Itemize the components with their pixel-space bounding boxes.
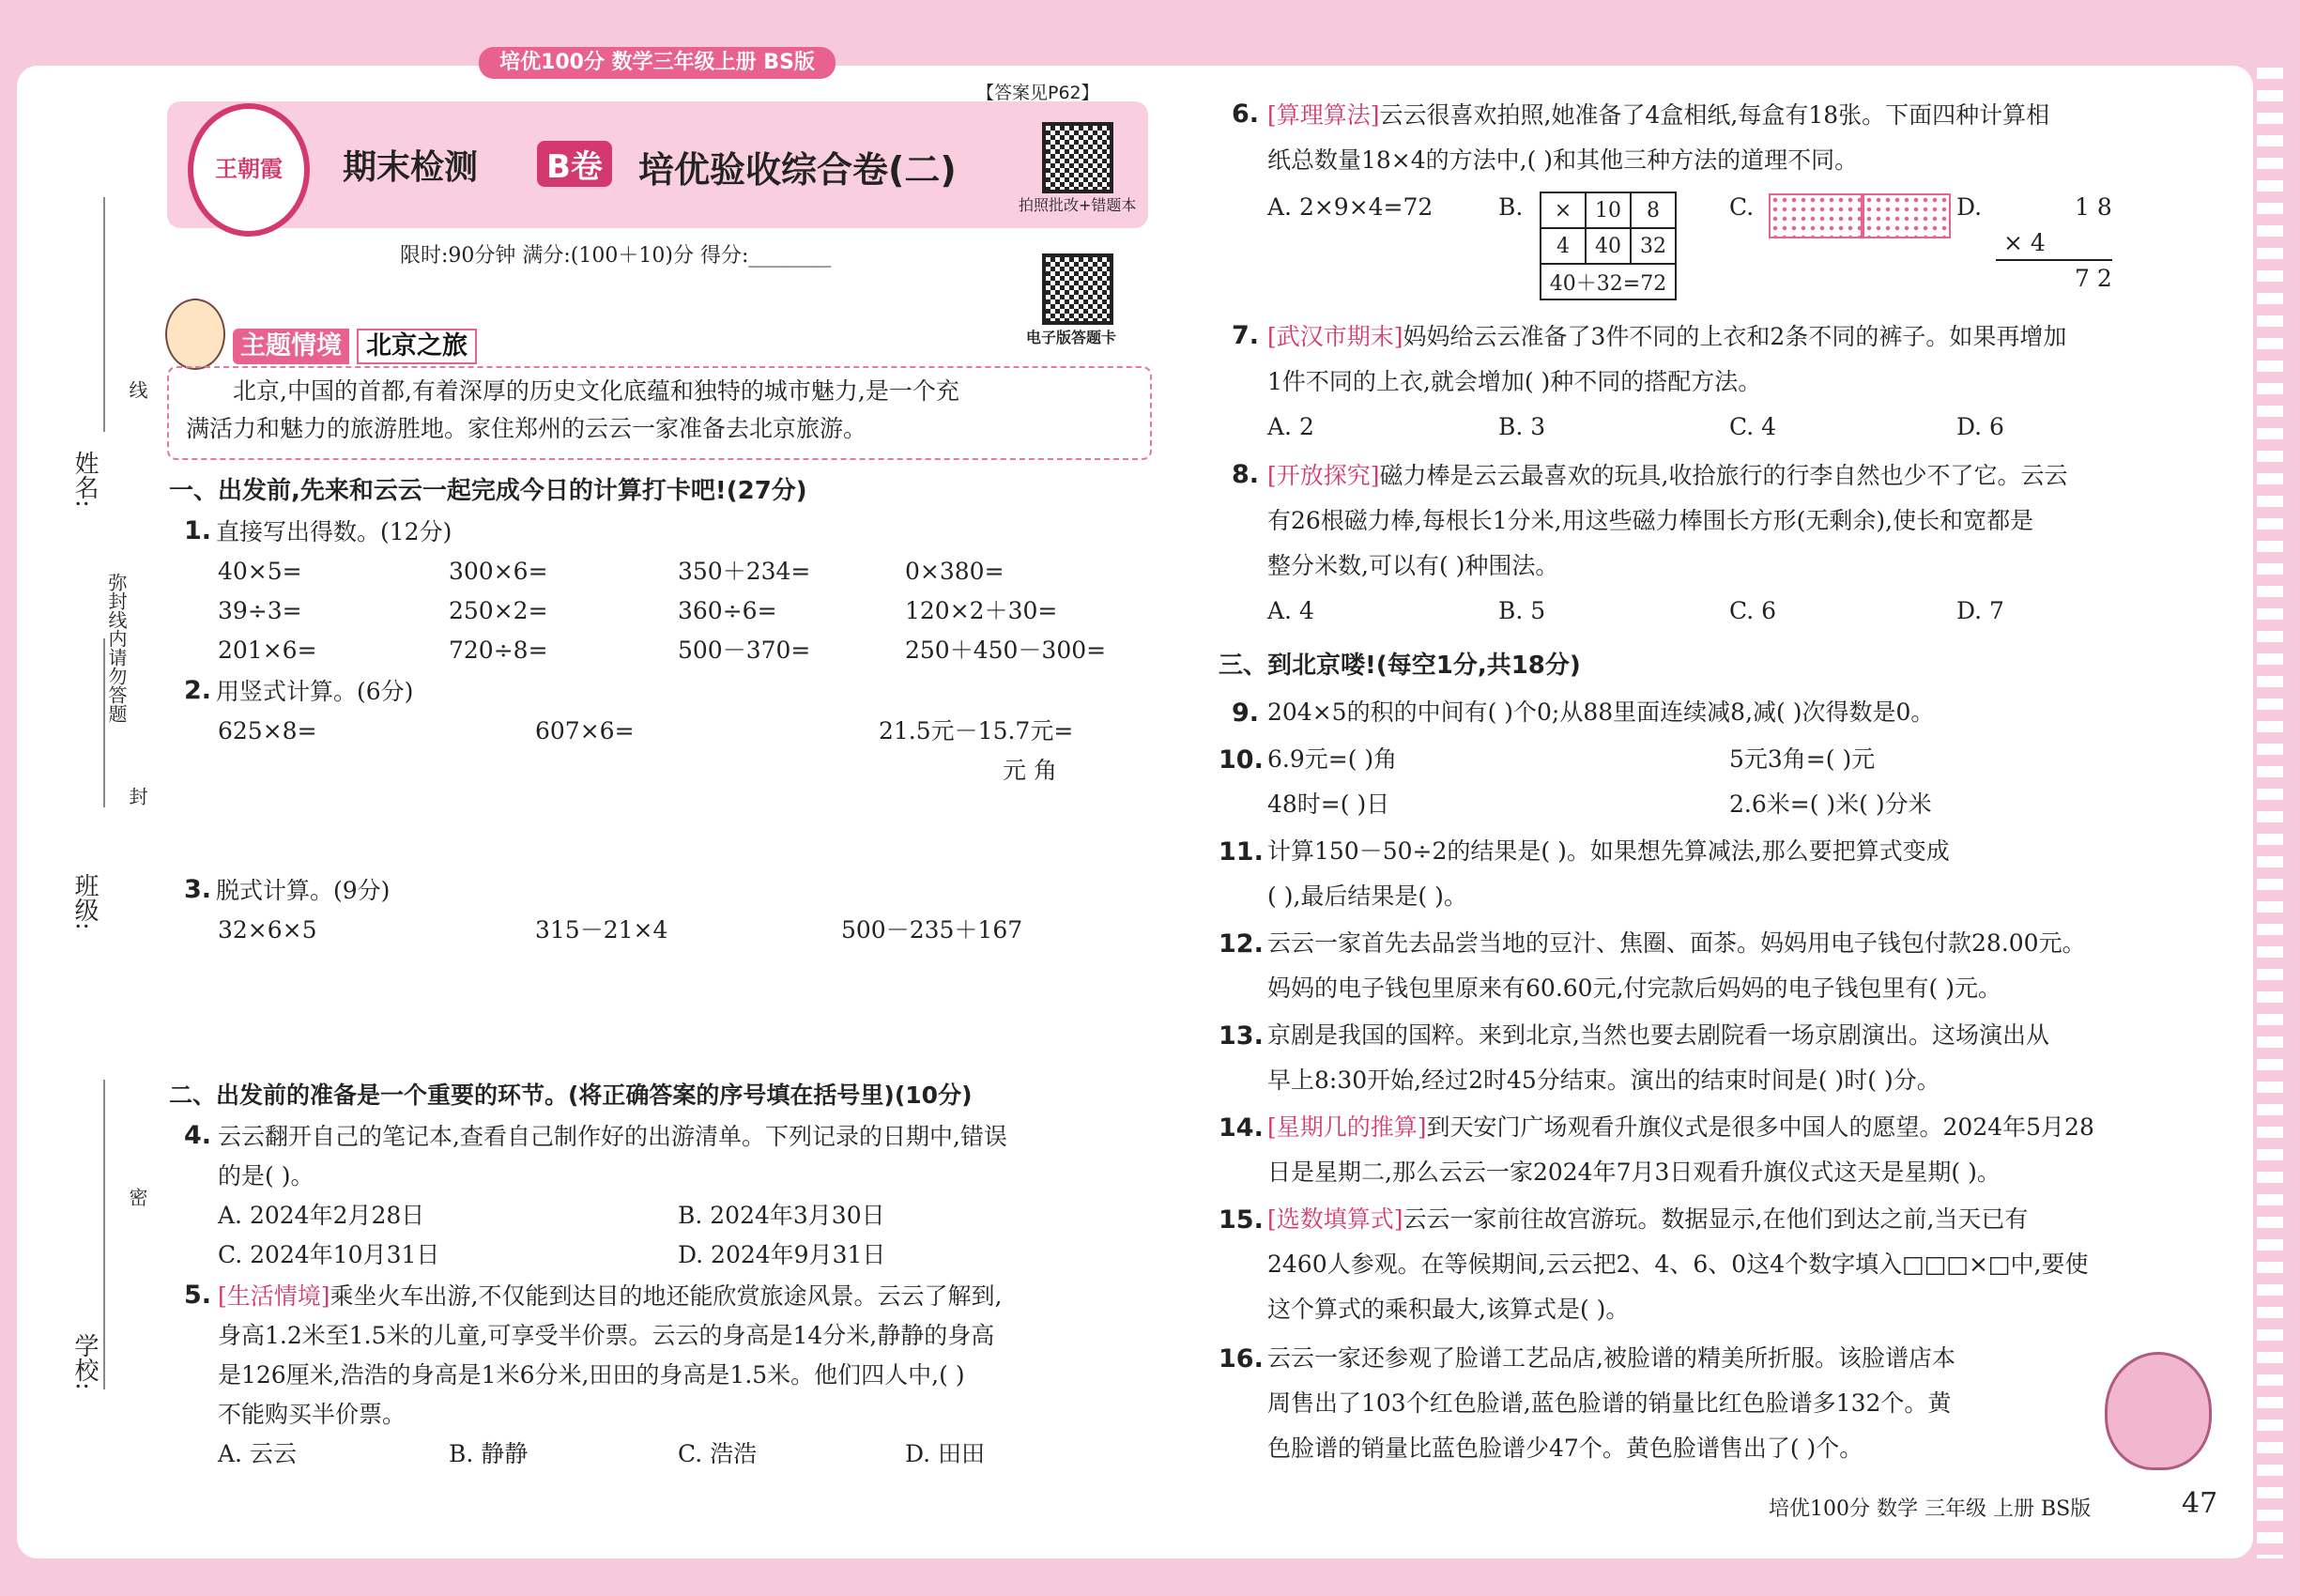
qnum-7: 7.: [1232, 321, 1260, 350]
volume-badge: B卷: [537, 141, 612, 187]
q7-option: B. 3: [1498, 413, 1546, 440]
cut-line: [103, 1080, 105, 1389]
q14-line1: 到天安门广场观看升旗仪式是很多中国人的愿望。2024年5月28: [1426, 1113, 2094, 1141]
calc-item: 500－370=: [678, 637, 811, 664]
q15-line3: 这个算式的乘积最大,该算式是( )。: [1267, 1296, 1630, 1323]
seal-feng: 封: [126, 787, 148, 806]
calc-item: 300×6=: [449, 558, 548, 585]
theme-name: 北京之旅: [357, 329, 477, 364]
vertical-calc-item: 21.5元－15.7元=: [879, 717, 1074, 744]
q8-option: B. 5: [1498, 597, 1546, 624]
q6-table: [1540, 192, 1677, 300]
qnum-5: 5.: [184, 1281, 212, 1310]
q11-line2: ( ),最后结果是( )。: [1267, 882, 1467, 910]
table-cell: 10: [1586, 192, 1631, 228]
divider-line: [1996, 259, 2112, 261]
q8-option: C. 6: [1729, 597, 1777, 624]
q5-line4: 不能购买半价票。: [218, 1401, 406, 1428]
scenario-line2: 满活力和魅力的旅游胜地。家住郑州的云云一家准备去北京旅游。: [186, 415, 867, 442]
q6-option-a: A. 2×9×4=72: [1267, 193, 1434, 221]
table-cell: 32: [1631, 228, 1676, 264]
qnum-9: 9.: [1232, 698, 1260, 728]
qnum-4: 4.: [184, 1121, 212, 1150]
qnum-3: 3.: [184, 875, 212, 904]
section3-title: 三、到北京喽!(每空1分,共18分): [1219, 652, 1581, 680]
table-cell: 8: [1631, 192, 1676, 228]
section2-title: 二、出发前的准备是一个重要的环节。(将正确答案的序号填在括号里)(10分): [169, 1082, 973, 1109]
q13-line1: 京剧是我国的国粹。来到北京,当然也要去剧院看一场京剧演出。这场演出从: [1267, 1021, 2049, 1049]
step-calc-item: 315－21×4: [535, 916, 668, 944]
q16-line3: 色脸谱的销量比蓝色脸谱少47个。黄色脸谱售出了( )个。: [1267, 1435, 1863, 1462]
q10-item: 48时=( )日: [1267, 790, 1390, 818]
q8-tag: [开放探究]: [1267, 462, 1380, 489]
q5-option: B. 静静: [449, 1440, 529, 1467]
q11-line1: 计算150－50÷2的结果是( )。如果想先算减法,那么要把算式变成: [1267, 837, 1950, 865]
brand-logo: [188, 103, 310, 237]
vertical-line: × 4: [2003, 229, 2046, 256]
q5-option: C. 浩浩: [678, 1440, 758, 1467]
child-avatar: [165, 299, 225, 370]
yuan-jiao-unit: 元 角: [1003, 757, 1057, 784]
calc-item: 250＋450－300=: [905, 637, 1107, 664]
q4-option: B. 2024年3月30日: [678, 1202, 885, 1229]
qnum-16: 16.: [1219, 1344, 1264, 1373]
qnum-6: 6.: [1232, 100, 1260, 129]
q4-option: A. 2024年2月28日: [218, 1202, 425, 1229]
q6-option-b-label: B.: [1498, 193, 1524, 221]
q7-option: C. 4: [1729, 413, 1777, 440]
q4-option: D. 2024年9月31日: [678, 1241, 886, 1268]
q6-option-d-label: D.: [1956, 193, 1983, 221]
seal-xian: 线: [126, 380, 148, 399]
qnum-15: 15.: [1219, 1205, 1264, 1235]
dot-array-icon: [1769, 193, 1863, 238]
opera-mask-icon: [2105, 1352, 2212, 1470]
qr2-label: 电子版答题卡: [1026, 329, 1117, 346]
calc-item: 40×5=: [218, 558, 302, 585]
table-cell: 40: [1586, 228, 1631, 264]
calc-item: 720÷8=: [449, 637, 548, 664]
q4-line1: 云云翻开自己的笔记本,查看自己制作好的出游清单。下列记录的日期中,错误: [218, 1123, 1007, 1150]
q15-line2: 2460人参观。在等候期间,云云把2、4、6、0这4个数字填入□□□×□中,要使: [1267, 1251, 2089, 1278]
q3-text: 脱式计算。(9分): [216, 877, 391, 904]
calc-item: 250×2=: [449, 597, 548, 624]
calc-item: 201×6=: [218, 637, 317, 664]
qnum-11: 11.: [1219, 837, 1264, 867]
book-tab: 培优100分 数学三年级上册 BS版: [479, 47, 836, 79]
q9-text: 204×5的积的中间有( )个0;从88里面连续减8,减( )次得数是0。: [1267, 698, 1935, 726]
exam-meta: 限时:90分钟 满分:(100＋10)分 得分:________: [400, 244, 832, 268]
q12-line2: 妈妈的电子钱包里原来有60.60元,付完款后妈妈的电子钱包里有( )元。: [1267, 974, 2001, 1002]
q7-line1: 妈妈给云云准备了3件不同的上衣和2条不同的裤子。如果再增加: [1403, 323, 2067, 350]
name-label: 姓名:: [70, 451, 99, 508]
q6-line1: 云云很喜欢拍照,她准备了4盒相纸,每盒有18张。下面四种计算相: [1379, 101, 2050, 129]
title-part2: 培优验收综合卷(二): [638, 149, 957, 191]
q5-option: A. 云云: [218, 1440, 297, 1467]
q8-line1: 磁力棒是云云最喜欢的玩具,收拾旅行的行李自然也少不了它。云云: [1379, 462, 2068, 489]
section1-title: 一、出发前,先来和云云一起完成今日的计算打卡吧!(27分): [169, 477, 807, 505]
scenario-line1: 北京,中国的首都,有着深厚的历史文化底蕴和独特的城市魅力,是一个充: [233, 377, 959, 405]
cut-line: [103, 197, 105, 432]
q8-line2: 有26根磁力棒,每根长1分米,用这些磁力棒围长方形(无剩余),使长和宽都是: [1267, 507, 2034, 534]
q10-item: 6.9元=( )角: [1267, 745, 1398, 773]
q13-line2: 早上8:30开始,经过2时45分结束。演出的结束时间是( )时( )分。: [1267, 1067, 1940, 1094]
q6-tag: [算理算法]: [1267, 101, 1380, 129]
seal-mi: 密: [126, 1188, 148, 1206]
dot-array-icon: [1863, 193, 1951, 238]
q6-line2: 纸总数量18×4的方法中,( )和其他三种方法的道理不同。: [1267, 146, 1859, 174]
q4-line2: 的是( )。: [218, 1162, 314, 1189]
q5-line3: 是126厘米,浩浩的身高是1米6分米,田田的身高是1.5米。他们四人中,( ): [218, 1361, 965, 1389]
calc-item: 39÷3=: [218, 597, 302, 624]
q15-tag: [选数填算式]: [1267, 1205, 1403, 1233]
q7-tag: [武汉市期末]: [1267, 323, 1403, 350]
q8-option: A. 4: [1267, 597, 1314, 624]
qr-code-icon[interactable]: [1042, 253, 1113, 325]
qnum-2: 2.: [184, 676, 212, 705]
q4-option: C. 2024年10月31日: [218, 1241, 440, 1268]
calc-item: 0×380=: [905, 558, 1004, 585]
table-sum-cell: 40＋32=72: [1541, 264, 1676, 299]
qnum-10: 10.: [1219, 745, 1264, 775]
q5-tag: [生活情境]: [218, 1282, 330, 1310]
school-label: 学校:: [70, 1333, 99, 1390]
q5-line2: 身高1.2米至1.5米的儿童,可享受半价票。云云的身高是14分米,静静的身高: [218, 1322, 995, 1349]
vertical-calc-item: 607×6=: [535, 717, 635, 744]
q16-line2: 周售出了103个红色脸谱,蓝色脸谱的销量比红色脸谱多132个。黄: [1267, 1389, 1952, 1417]
table-cell: 4: [1541, 228, 1586, 264]
qnum-13: 13.: [1219, 1021, 1264, 1051]
footer-text: 培优100分 数学 三年级 上册 BS版: [1769, 1497, 2092, 1521]
qnum-1: 1.: [184, 516, 212, 545]
theme-label: 主题情境: [233, 329, 349, 364]
q12-line1: 云云一家首先去品尝当地的豆汁、焦圈、面茶。妈妈用电子钱包付款28.00元。: [1267, 929, 2086, 957]
step-calc-item: 500－235＋167: [841, 916, 1023, 944]
q7-option: D. 6: [1956, 413, 2004, 440]
qr-code-icon[interactable]: [1042, 122, 1113, 193]
q15-line1: 云云一家前往故宫游玩。数据显示,在他们到达之前,当天已有: [1403, 1205, 2029, 1233]
title-part1: 期末检测: [343, 148, 479, 187]
q8-option: D. 7: [1956, 597, 2004, 624]
calc-item: 350＋234=: [678, 558, 811, 585]
page-number: 47: [2182, 1487, 2218, 1520]
q5-option: D. 田田: [905, 1440, 986, 1467]
q2-text: 用竖式计算。(6分): [216, 678, 414, 705]
calc-item: 360÷6=: [678, 597, 777, 624]
q7-option: A. 2: [1267, 413, 1314, 440]
calc-item: 120×2＋30=: [905, 597, 1058, 624]
q8-line3: 整分米数,可以有( )种围法。: [1267, 552, 1559, 579]
logo-text: 王朝霞: [215, 156, 283, 182]
vertical-line: 7 2: [2075, 265, 2112, 292]
step-calc-item: 32×6×5: [218, 916, 317, 944]
q6-option-c-label: C.: [1729, 193, 1755, 221]
q14-tag: [星期几的推算]: [1267, 1113, 1427, 1141]
q14-line2: 日是星期二,那么云云一家2024年7月3日观看升旗仪式这天是星期( )。: [1267, 1159, 2001, 1186]
wavy-border: [2257, 56, 2283, 1558]
class-label: 班级:: [70, 873, 99, 930]
qnum-12: 12.: [1219, 929, 1264, 959]
table-cell: ×: [1541, 192, 1586, 228]
vertical-calc-item: 625×8=: [218, 717, 317, 744]
qnum-8: 8.: [1232, 460, 1260, 489]
qr1-label: 拍照批改+错题本: [1019, 196, 1137, 214]
q5-line1: 乘坐火车出游,不仅能到达目的地还能欣赏旅途风景。云云了解到,: [330, 1282, 1003, 1310]
seal-notice: 弥封线内请勿答题: [105, 573, 128, 723]
q10-item: 2.6米=( )米( )分米: [1729, 790, 1932, 818]
q10-item: 5元3角=( )元: [1729, 745, 1876, 773]
answer-ref: 【答案见P62】: [976, 83, 1099, 103]
q7-line2: 1件不同的上衣,就会增加( )种不同的搭配方法。: [1267, 368, 1762, 395]
q16-line1: 云云一家还参观了脸谱工艺品店,被脸谱的精美所折服。该脸谱店本: [1267, 1344, 1955, 1372]
vertical-line: 1 8: [2075, 193, 2112, 221]
q1-text: 直接写出得数。(12分): [216, 518, 452, 545]
qnum-14: 14.: [1219, 1113, 1264, 1143]
